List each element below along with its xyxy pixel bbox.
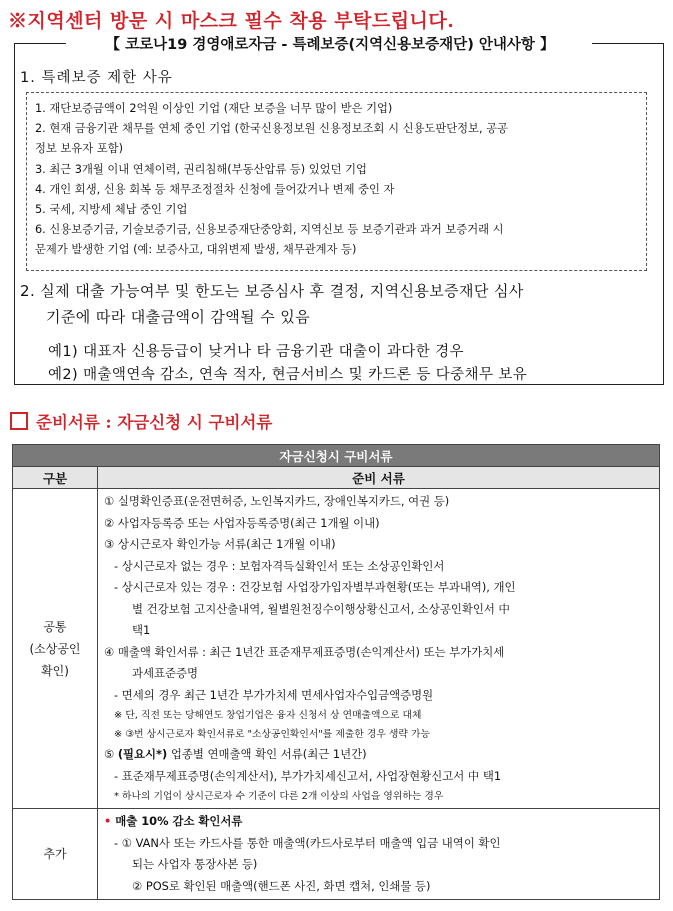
restriction-item: 정보 보유자 포함) xyxy=(35,142,123,156)
restriction-list-box xyxy=(26,92,647,271)
doc-line: 택1 xyxy=(132,623,151,637)
restriction-item: 문제가 발생한 기업 (예: 보증사고, 대위변제 발생, 채무관계자 등) xyxy=(35,243,357,257)
doc-line: - 표준재무제표증명(손익계산서), 부가가치세신고서, 사업장현황신고서 中 택1 xyxy=(114,768,502,783)
category-label: 공통 xyxy=(43,619,67,634)
doc-note: ※ 단, 직전 또는 당해연도 창업기업은 융자 신청서 상 연매출액으로 대체 xyxy=(114,710,422,721)
loan-decision-note xyxy=(20,278,650,330)
doc-line: ③ 상시근로자 확인가능 서류(최근 1개월 이내) xyxy=(104,537,336,551)
doc-line: ④ 매출액 확인서류 : 최근 1년간 표준재무제표증명(손익계산서) 또는 부가가치세 xyxy=(104,644,505,659)
category-common xyxy=(13,489,98,809)
table-row xyxy=(13,809,660,900)
doc-line: 되는 사업자 통장사본 등) xyxy=(132,857,258,871)
required-docs-heading-text: 준비서류 : 자금신청 시 구비서류 xyxy=(36,413,273,432)
category-label: 확인) xyxy=(41,663,69,678)
example-2: 예2) 매출액연속 감소, 연속 적자, 현금서비스 및 카드론 등 다중채무 보유 xyxy=(48,367,528,383)
doc-note: * 하나의 기업이 상시근로자 수 기준이 다른 2개 이상의 사업을 영위하는 경우 xyxy=(114,791,444,802)
loan-decision-line-1: 2. 실제 대출 가능여부 및 한도는 보증심사 후 결정, 지역신용보증재단 심사 xyxy=(20,282,524,300)
doc-line: 과세표준증명 xyxy=(132,666,199,680)
checkbox-square-icon xyxy=(10,412,28,430)
doc-line-text: 매출 10% 감소 확인서류 xyxy=(115,814,243,828)
doc-required-tag: (필요시*) xyxy=(117,747,168,761)
bullet-icon: • xyxy=(104,814,116,828)
column-header-docs: 준비 서류 xyxy=(98,467,660,489)
doc-line: ② POS로 확인된 매출액(핸드폰 사진, 화면 캡쳐, 인쇄물 등) xyxy=(132,878,431,893)
doc-line: ① 실명확인증표(운전면허증, 노인복지카드, 장애인복지카드, 여권 등) xyxy=(104,494,450,508)
extra-docs-cell xyxy=(98,809,660,900)
doc-line xyxy=(104,811,653,833)
doc-line: - 면세의 경우 최근 1년간 부가가치세 면세사업자수입금액증명원 xyxy=(114,687,434,702)
doc-line: ② 사업자등록증 또는 사업자등록증명(최근 1개월 이내) xyxy=(104,515,380,530)
doc-line: - 상시근로자 있는 경우 : 건강보험 사업장가입자별부과현황(또는 부과내역), 개인 xyxy=(114,580,516,594)
restriction-item: 4. 개인 회생, 신용 회복 등 채무조정절차 신청에 들어갔거나 변제 중인 자 xyxy=(35,182,395,196)
table-caption: 자금신청시 구비서류 xyxy=(13,445,660,467)
example-1: 예1) 대표자 신용등급이 낮거나 타 금융기관 대출이 과다한 경우 xyxy=(48,344,464,360)
required-docs-heading xyxy=(10,409,272,433)
doc-line-text: 업종별 연매출액 확인 서류(최근 1년간) xyxy=(167,747,367,761)
restriction-item: 6. 신용보증기금, 기술보증기금, 신용보증재단중앙회, 지역신보 등 보증기관과 과거 보증거래 시 xyxy=(35,223,504,237)
doc-line xyxy=(104,744,653,766)
mask-notice: ※지역센터 방문 시 마스크 필수 착용 부탁드립니다. xyxy=(8,10,455,32)
restriction-item: 5. 국세, 지방세 체납 중인 기업 xyxy=(35,203,188,217)
restriction-item: 2. 현재 금융기관 채무를 연체 중인 기업 (한국신용정보원 신용정보조회 시 신용도판단정보, 공공 xyxy=(35,122,508,136)
restriction-item: 3. 최근 3개월 이내 연체이력, 권리침해(부동산압류 등) 있었던 기업 xyxy=(35,162,367,176)
doc-line: 별 건강보험 고지산출내역, 월별원천징수이행상황신고서, 소상공인확인서 中 xyxy=(132,601,510,616)
box-top-border-right xyxy=(592,43,664,44)
box-top-border-left xyxy=(14,43,66,44)
restriction-item: 1. 재단보증금액이 2억원 이상인 기업 (재단 보증을 너무 많이 받은 기업) xyxy=(35,102,393,115)
doc-number: ⑤ xyxy=(104,747,118,761)
doc-line: - 상시근로자 없는 경우 : 보험자격득실확인서 또는 소상공인확인서 xyxy=(114,558,445,573)
doc-note: ※ ③번 상시근로자 확인서류로 "소상공인확인서"를 제출한 경우 생략 가능 xyxy=(114,729,430,740)
category-extra: 추가 xyxy=(13,809,98,900)
column-header-category: 구분 xyxy=(13,467,98,489)
category-label: (소상공인 xyxy=(29,641,81,656)
table-row xyxy=(13,489,660,809)
loan-decision-line-2: 기준에 따라 대출금액이 감액될 수 있음 xyxy=(46,308,311,326)
restriction-section-title: 1. 특례보증 제한 사유 xyxy=(20,70,173,86)
restriction-list xyxy=(27,93,646,261)
doc-line: - ① VAN사 또는 카드사를 통한 매출액(카드사로부터 매출액 입금 내역이 확인 xyxy=(114,835,501,850)
common-docs-cell xyxy=(98,489,660,809)
notice-box-title: 【 코로나19 경영애로자금 - 특례보증(지역신용보증재단) 안내사항 】 xyxy=(70,33,590,54)
required-docs-table xyxy=(12,444,660,900)
